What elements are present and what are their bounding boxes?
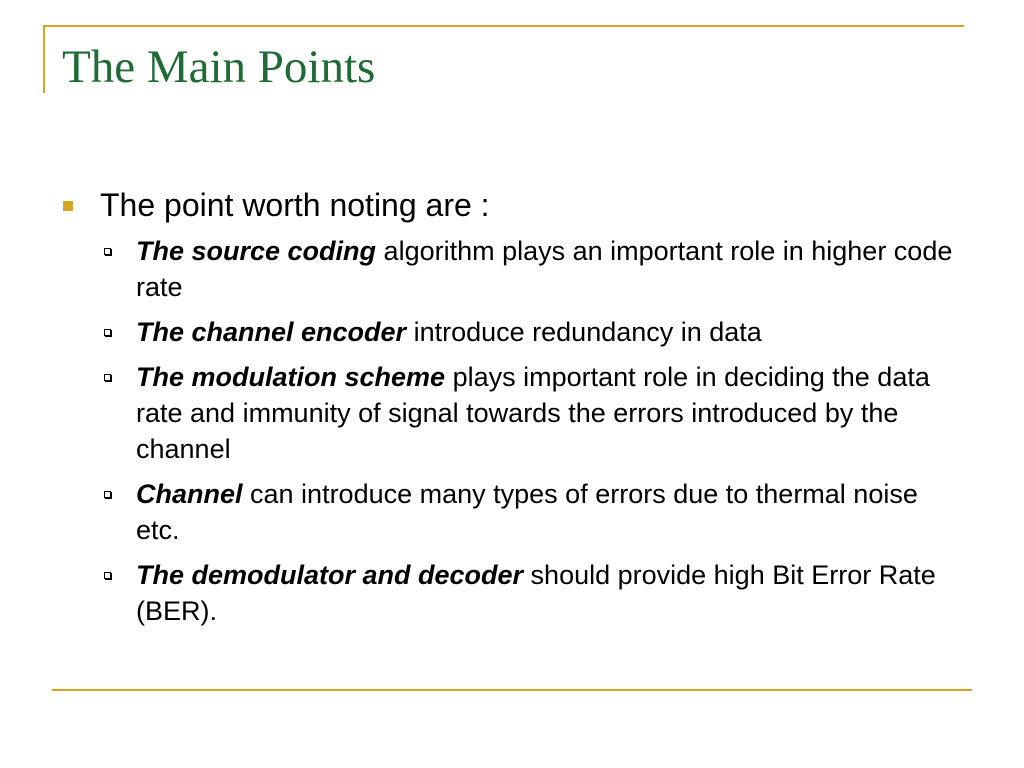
filled-square-bullet-icon [63,201,73,211]
sub-bullet-item [62,359,956,467]
main-bullet [62,183,962,227]
sub-bullet-text: introduce redundancy in data [406,317,762,347]
hollow-square-bullet-icon [104,572,111,579]
sub-bullet-emphasis: Channel [136,479,243,509]
sub-bullet-text: plays important role in deciding the data rate and immunity of signal towards the errors introduced by the channel [136,362,930,464]
sub-bullet-emphasis: The demodulator and decoder [136,560,524,590]
sub-bullet-list [62,233,962,629]
sub-bullet-item [62,557,956,629]
sub-bullet-emphasis: The modulation scheme [136,362,446,392]
hollow-square-bullet-icon [104,491,111,498]
hollow-square-bullet-icon [104,248,111,255]
hollow-square-bullet-icon [104,374,111,381]
sub-bullet-item [62,314,956,350]
title-frame-top-line [43,25,964,27]
hollow-square-bullet-icon [104,329,111,336]
sub-bullet-text: can introduce many types of errors due to thermal noise etc. [136,479,918,545]
sub-bullet-text: algorithm plays an important role in higher code rate [136,236,953,302]
slide-content [62,183,962,638]
sub-bullet-item [62,476,956,548]
sub-bullet-item [62,233,956,305]
sub-bullet-emphasis: The source coding [136,236,377,266]
main-bullet-text: The point worth noting are : [100,187,490,223]
footer-line [52,689,972,691]
sub-bullet-text: should provide high Bit Error Rate (BER). [136,560,936,626]
title-frame-left-line [43,25,45,93]
sub-bullet-emphasis: The channel encoder [136,317,407,347]
slide-title: The Main Points [62,41,376,93]
